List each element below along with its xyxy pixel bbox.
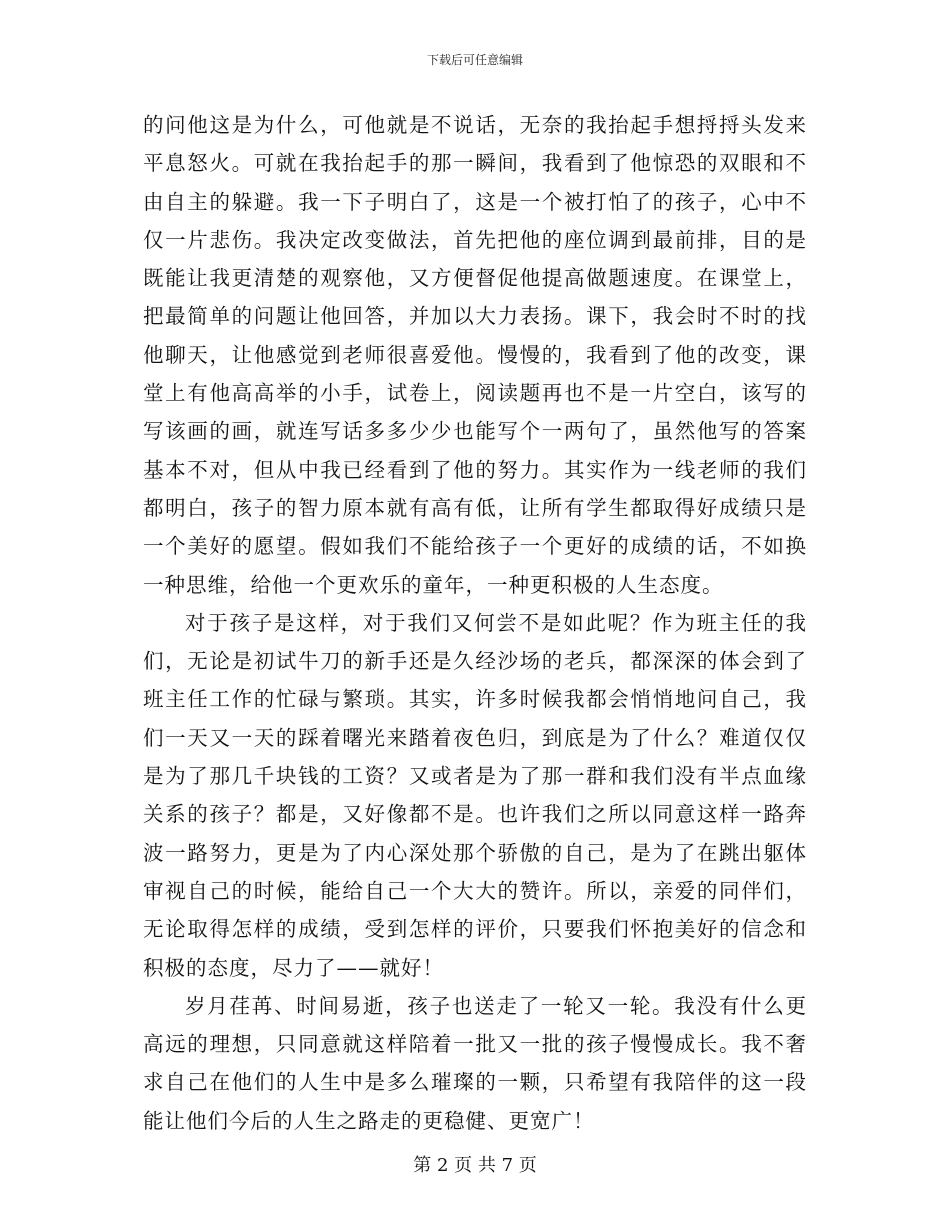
text-line: 们，无论是初试牛刀的新手还是久经沙场的老兵，都深深的体会到了 xyxy=(143,649,807,674)
text-line: 高远的理想，只同意就这样陪着一批又一批的孩子慢慢成长。我不奢 xyxy=(143,1032,807,1057)
text-line: 他聊天，让他感觉到老师很喜爱他。慢慢的，我看到了他的改变，课 xyxy=(143,342,807,367)
document-body xyxy=(143,106,807,1140)
text-line: 无论取得怎样的成绩，受到怎样的评价，只要我们怀抱美好的信念和 xyxy=(143,917,807,942)
text-line: 班主任工作的忙碌与繁琐。其实，许多时候我都会悄悄地问自己，我 xyxy=(143,687,807,712)
text-line: 关系的孩子？都是，又好像都不是。也许我们之所以同意这样一路奔 xyxy=(143,802,807,827)
paragraph-end-line: 一种思维，给他一个更欢乐的童年，一种更积极的人生态度。 xyxy=(143,572,724,597)
text-line: 堂上有他高高举的小手，试卷上，阅读题再也不是一片空白，该写的 xyxy=(143,381,807,406)
paragraph-end-line: 能让他们今后的人生之路走的更稳健、更宽广！ xyxy=(143,1108,595,1133)
text-line: 既能让我更清楚的观察他，又方便督促他提高做题速度。在课堂上， xyxy=(143,266,807,291)
paragraph-start-line: 对于孩子是这样，对于我们又何尝不是如此呢？作为班主任的我 xyxy=(185,610,807,635)
text-line: 基本不对，但从中我已经看到了他的努力。其实作为一线老师的我们 xyxy=(143,457,807,482)
text-line: 的问他这是为什么，可他就是不说话，无奈的我抬起手想捋捋头发来 xyxy=(143,113,807,137)
text-line: 求自己在他们的人生中是多么璀璨的一颗，只希望有我陪伴的这一段 xyxy=(143,1070,807,1095)
text-line: 波一路努力，更是为了内心深处那个骄傲的自己，是为了在跳出躯体 xyxy=(143,840,807,865)
paragraph-start-line: 岁月荏苒、时间易逝，孩子也送走了一轮又一轮。我没有什么更 xyxy=(185,993,807,1018)
text-line: 都明白，孩子的智力原本就有高有低，让所有学生都取得好成绩只是 xyxy=(143,495,807,520)
text-line: 审视自己的时候，能给自己一个大大的赞许。所以，亲爱的同伴们， xyxy=(143,878,807,903)
text-line: 是为了那几千块钱的工资？又或者是为了那一群和我们没有半点血缘 xyxy=(143,764,807,789)
text-line: 写该画的画，就连写话多多少少也能写个一两句了，虽然他写的答案 xyxy=(143,419,807,444)
page-header: 下载后可任意编辑 xyxy=(426,53,523,67)
text-line: 把最简单的问题让他回答，并加以大力表扬。课下，我会时不时的找 xyxy=(143,304,807,329)
text-line: 仅一片悲伤。我决定改变做法，首先把他的座位调到最前排，目的是 xyxy=(143,227,807,252)
page-number: 第 2 页 共 7 页 xyxy=(413,1155,537,1176)
text-line: 们一天又一天的踩着曙光来踏着夜色归，到底是为了什么？难道仅仅 xyxy=(143,725,807,750)
text-line: 由自主的躲避。我一下子明白了，这是一个被打怕了的孩子，心中不 xyxy=(143,189,807,214)
paragraph-end-line: 积极的态度，尽力了——就好！ xyxy=(143,955,444,980)
text-line: 平息怒火。可就在我抬起手的那一瞬间，我看到了他惊恐的双眼和不 xyxy=(143,151,807,176)
text-line: 一个美好的愿望。假如我们不能给孩子一个更好的成绩的话，不如换 xyxy=(143,534,807,559)
